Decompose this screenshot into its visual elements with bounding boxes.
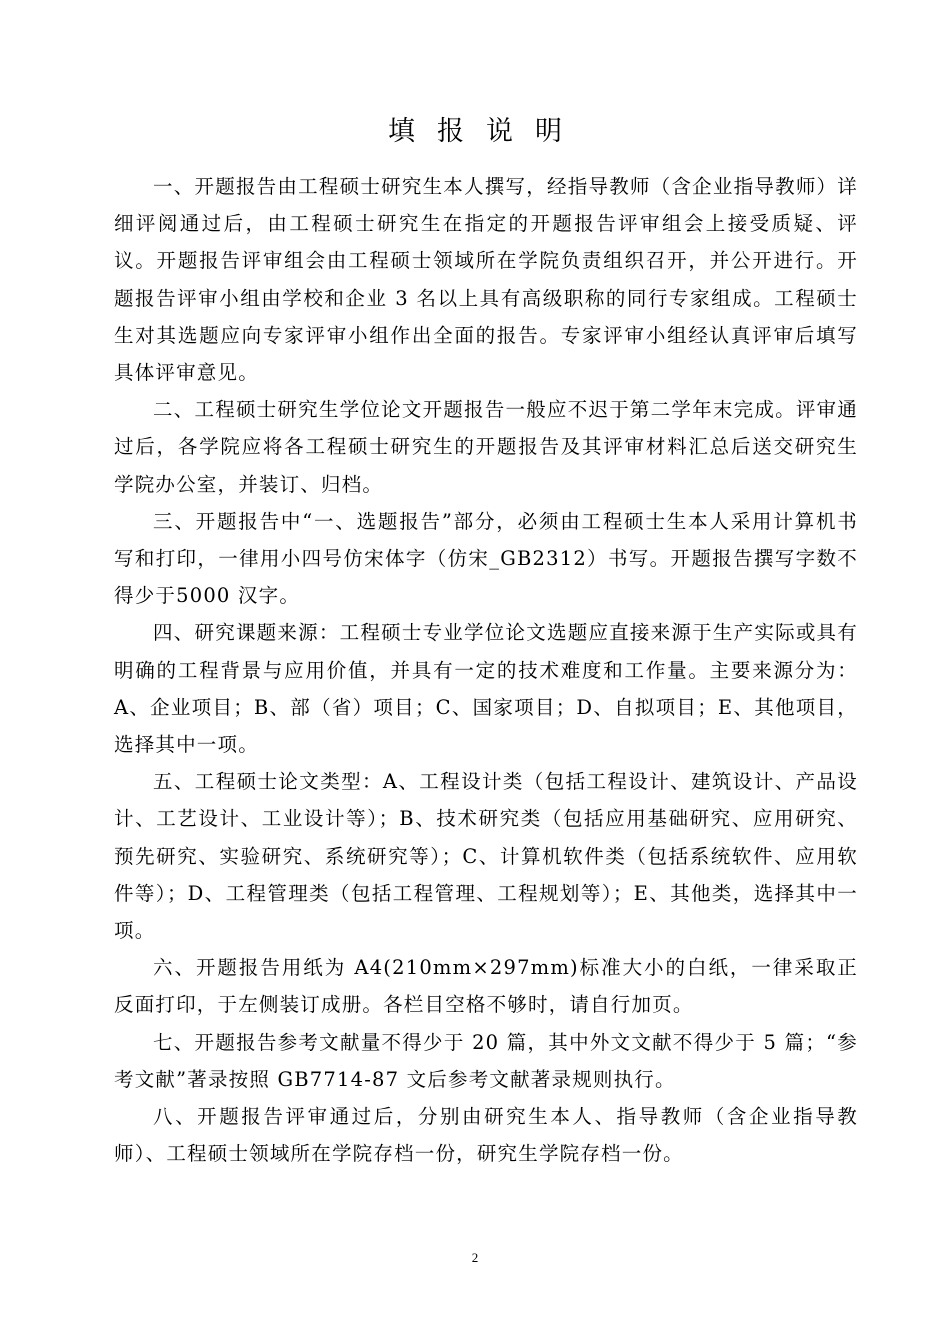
instruction-paragraph-4: 四、研究课题来源：工程硕士专业学位论文选题应直接来源于生产实际或具有明确的工程背景与应用价值，并具有一定的技术难度和工作量。主要来源分为：A、企业项目；B、部（省）项目；C、国家项目；D、自拟项目；E、其他项目，选择其中一项。: [114, 621, 858, 757]
page-number: 2: [471, 1250, 479, 1265]
instruction-paragraph-2: 二、工程硕士研究生学位论文开题报告一般应不迟于第二学年末完成。评审通过后，各学院应将各工程硕士研究生的开题报告及其评审材料汇总后送交研究生学院办公室，并装订、归档。: [114, 398, 858, 496]
instruction-paragraph-3: 三、开题报告中“一、选题报告”部分，必须由工程硕士生本人采用计算机书写和打印，一律用小四号仿宋体字（仿宋_GB2312）书写。开题报告撰写字数不得少于5000 汉字。: [114, 509, 858, 608]
instructions-body: [114, 168, 858, 1172]
page-title: 填报说明: [388, 116, 584, 147]
instruction-paragraph-6: 六、开题报告用纸为 A4(210mm×297mm)标准大小的白纸，一律采取正反面打印，于左侧装订成册。各栏目空格不够时，请自行加页。: [114, 956, 858, 1017]
instruction-paragraph-1: 一、开题报告由工程硕士研究生本人撰写，经指导教师（含企业指导教师）详细评阅通过后，由工程硕士研究生在指定的开题报告评审组会上接受质疑、评议。开题报告评审组会由工程硕士领域所在学院负责组织召开，并公开进行。开题报告评审小组由学校和企业 3 名以上具有高级职称的同行专家组成。工程硕士生对其选题应向专家评审小组作出全面的报告。专家评审小组经认真评审后填写具体评审意见。: [114, 175, 858, 385]
instruction-paragraph-8: 八、开题报告评审通过后，分别由研究生本人、指导教师（含企业指导教师）、工程硕士领域所在学院存档一份，研究生学院存档一份。: [114, 1105, 858, 1166]
instruction-paragraph-7: 七、开题报告参考文献量不得少于 20 篇，其中外文文献不得少于 5 篇；“参考文献”著录按照 GB7714-87 文后参考文献著录规则执行。: [114, 1030, 858, 1091]
instruction-paragraph-5: 五、工程硕士论文类型：A、工程设计类（包括工程设计、建筑设计、产品设计、工艺设计、工业设计等）；B、技术研究类（包括应用基础研究、应用研究、预先研究、实验研究、系统研究等）；C、计算机软件类（包括系统软件、应用软件等）；D、工程管理类（包括工程管理、工程规划等）；E、其他类，选择其中一项。: [114, 770, 858, 943]
